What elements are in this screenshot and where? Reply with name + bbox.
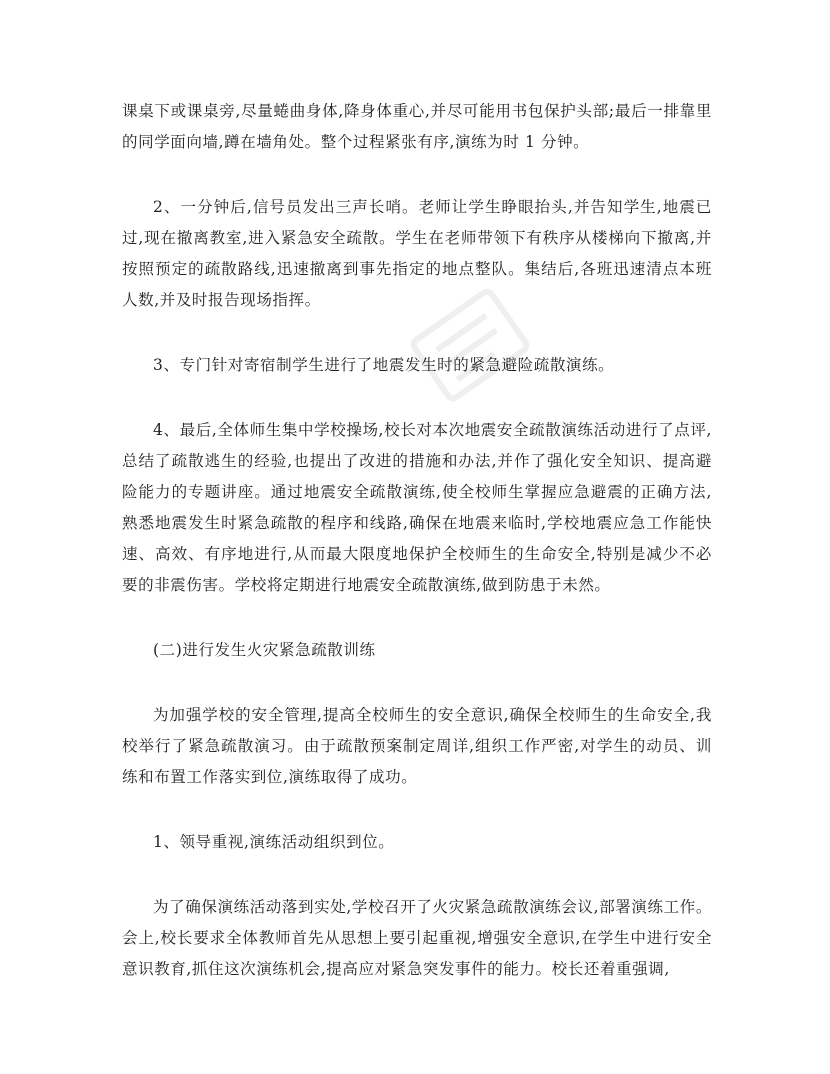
paragraph-exercise-end: 课桌下或课桌旁,尽量蜷曲身体,降身体重心,并尽可能用书包保护头部;最后一排靠里的同学面向墙,蹲在墙角处。整个过程紧张有序,演练为时 1 分钟。	[122, 102, 712, 151]
paragraph-step-4-review: 4、最后,全体师生集中学校操场,校长对本次地震安全疏散演练活动进行了点评,总结了疏散逃生的经验,也提出了改进的措施和办法,并作了强化安全知识、提高避险能力的专题讲座。通过地震安全疏散演练,使全校师生掌握应急避震的正确方法,熟悉地震发生时紧急疏散的程序和线路,确保在地震来临时,学校地震应急工作能快速、高效、有序地进行,从而最大限度地保护全校师生的生命安全,特别是减少不必要的非震伤害。学校将定期进行地震安全疏散演练,做到防患于未然。	[122, 421, 712, 594]
paragraph-step-2-evacuation: 2、一分钟后,信号员发出三声长哨。老师让学生睁眼抬头,并告知学生,地震已过,现在撤离教室,进入紧急安全疏散。学生在老师带领下有秩序从楼梯向下撤离,并按照预定的疏散路线,迅速撤离到事先指定的地点整队。集结后,各班迅速清点本班人数,并及时报告现场指挥。	[122, 198, 712, 309]
paragraph-drill-meeting: 为了确保演练活动落到实处,学校召开了火灾紧急疏散演练会议,部署演练工作。会上,校长要求全体教师首先从思想上要引起重视,增强安全意识,在学生中进行安全意识教育,抓住这次演练机会,提高应对紧急突发事件的能力。校长还着重强调,	[122, 898, 712, 978]
document-body	[122, 96, 712, 1019]
paragraph-leadership-point: 1、领导重视,演练活动组织到位。	[153, 833, 395, 851]
paragraph-fire-drill-intro: 为加强学校的安全管理,提高全校师生的安全意识,确保全校师生的生命安全,我校举行了紧急疏散演习。由于疏散预案制定周详,组织工作严密,对学生的动员、训练和布置工作落实到位,演练取得了成功。	[122, 706, 712, 786]
section-heading-fire-drill: (二)进行发生火灾紧急疏散训练	[153, 641, 376, 659]
paragraph-step-3-boarding-students: 3、专门针对寄宿制学生进行了地震发生时的紧急避险疏散演练。	[153, 356, 615, 374]
